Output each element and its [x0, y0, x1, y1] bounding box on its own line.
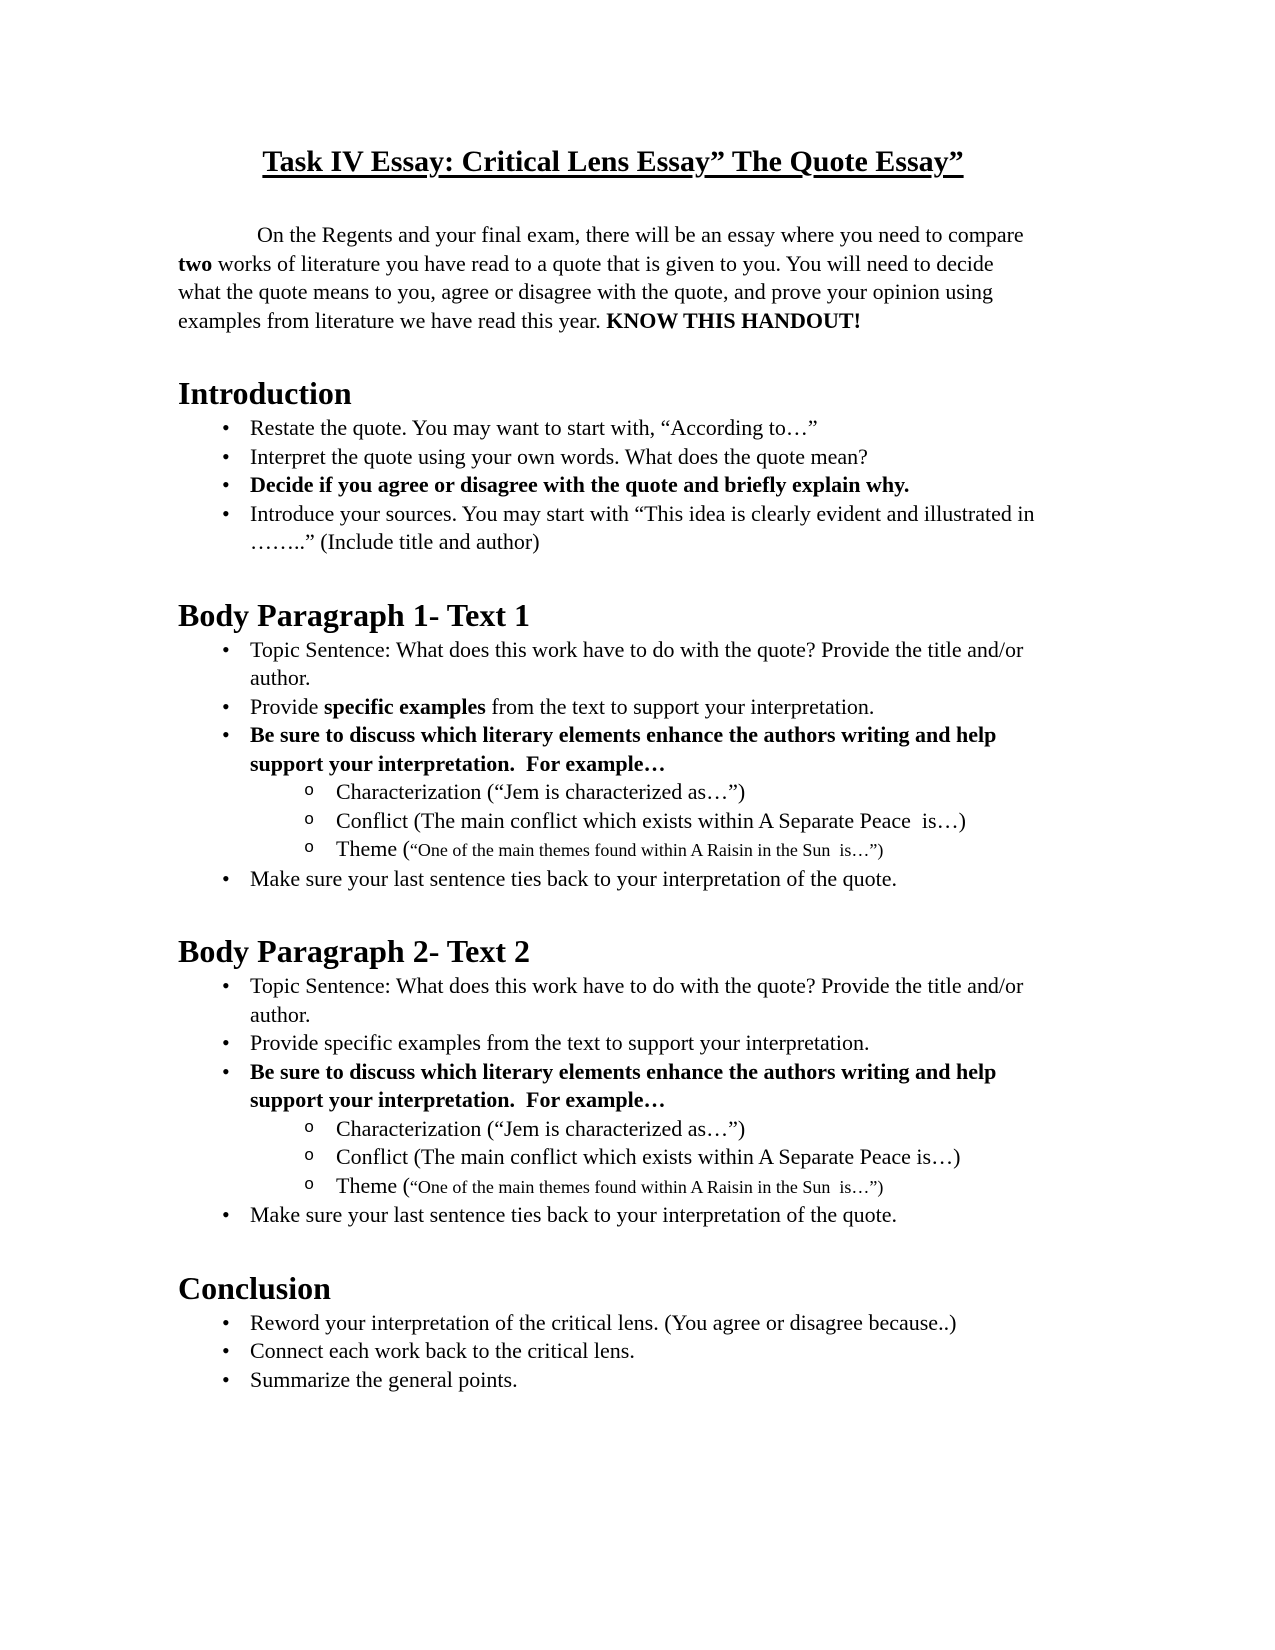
text-run: Reword your interpretation of the critical lens. (You agree or disagree because..) — [250, 1309, 957, 1335]
text-run: Theme ( — [336, 1172, 410, 1198]
sub-bullet-marker-icon: o — [304, 1118, 315, 1138]
section-heading: Conclusion — [178, 1269, 331, 1306]
bullet-item — [178, 693, 1053, 722]
bullet-text — [250, 501, 1040, 555]
bullet-item — [178, 972, 1053, 1029]
text-run: Connect each work back to the critical lens. — [250, 1338, 635, 1363]
bullet-item — [178, 1309, 1053, 1338]
bullet-marker-icon: • — [222, 693, 230, 719]
text-run: Provide specific examples from the text to support your interpretation. — [250, 1030, 870, 1055]
bullet-list — [178, 1309, 1053, 1395]
bullet-list — [178, 636, 1053, 894]
essay-section — [178, 930, 1275, 1230]
bullet-item — [178, 865, 1053, 894]
sub-bullet-marker-icon: o — [304, 782, 315, 801]
text-run: Summarize the general points. — [250, 1366, 518, 1392]
sub-bullet-marker-icon: o — [304, 1147, 315, 1166]
bullet-text — [250, 1059, 1002, 1113]
bullet-text — [250, 866, 897, 891]
sub-bullet-text — [336, 836, 883, 861]
bullet-marker-icon: • — [222, 1309, 230, 1335]
bullet-item — [178, 1029, 1053, 1058]
bullet-text — [250, 1202, 897, 1227]
bold-text-run: specific examples — [323, 693, 486, 719]
bullet-marker-icon: • — [222, 1366, 230, 1392]
bullet-list — [178, 972, 1053, 1230]
text-run: Interpret the quote using your own words. What does the quote mean? — [250, 443, 868, 469]
bold-text-run: two — [178, 250, 213, 276]
bullet-marker-icon: • — [222, 443, 230, 469]
sub-bullet-text — [336, 808, 966, 833]
essay-section — [178, 594, 1275, 894]
text-run: Make sure your last sentence ties back to your interpretation of the quote. — [250, 1202, 897, 1227]
sub-bullet-item — [178, 1172, 1053, 1202]
bullet-marker-icon: • — [222, 415, 230, 440]
text-run: works of literature you have read to a quote that is given to you. You will need to decide what the quote means to you, agree or disagree with the quote, and prove your opinion using examples from literature we have read this year. — [178, 250, 1000, 333]
bullet-marker-icon: • — [222, 1058, 230, 1084]
bullet-text — [250, 415, 818, 440]
sub-bullet-marker-icon: o — [304, 1175, 315, 1195]
section-heading: Body Paragraph 1- Text 1 — [178, 596, 531, 633]
text-run: Characterization (“Jem is characterized as…”) — [336, 1115, 746, 1141]
essay-section — [178, 372, 1275, 557]
sub-bullet-item — [178, 1143, 1053, 1172]
bullet-item — [178, 443, 1053, 472]
sub-bullet-item — [178, 1115, 1053, 1144]
bullet-text — [250, 637, 1029, 691]
bullet-item — [178, 1337, 1053, 1366]
sub-bullet-item — [178, 807, 1053, 836]
document-sections — [178, 372, 1275, 1394]
text-run: Characterization (“Jem is characterized as…”) — [336, 779, 746, 804]
small-text-run: “One of the main themes found within A Raisin in the Sun is…”) — [409, 840, 884, 860]
bold-text-run: KNOW THIS HANDOUT! — [606, 307, 861, 333]
bullet-text — [250, 444, 868, 469]
text-run: Topic Sentence: What does this work have to do with the quote? Provide the title and/or author. — [250, 973, 1029, 1027]
bullet-item — [178, 1058, 1053, 1115]
bullet-marker-icon: • — [222, 1030, 230, 1055]
bullet-marker-icon: • — [222, 973, 230, 998]
bullet-text — [250, 1367, 518, 1392]
sub-bullet-text — [336, 779, 745, 804]
sub-bullet-text — [336, 1144, 960, 1169]
sub-bullet-text — [336, 1173, 883, 1198]
bullet-item — [178, 721, 1053, 778]
bullet-item — [178, 1366, 1053, 1395]
sub-bullet-item — [178, 835, 1053, 865]
bold-text-run: Be sure to discuss which literary elements enhance the authors writing and help support your interpretation. For example… — [250, 1058, 1002, 1112]
sub-bullet-text — [336, 1116, 745, 1141]
text-run: Restate the quote. You may want to start with, “According to…” — [250, 415, 818, 440]
text-run: from the text to support your interpretation. — [485, 693, 875, 719]
bullet-marker-icon: • — [222, 865, 230, 891]
bullet-marker-icon: • — [222, 1202, 230, 1227]
section-heading: Introduction — [178, 375, 352, 411]
text-run: Conflict (The main conflict which exists within A Separate Peace is…) — [336, 807, 966, 833]
bullet-marker-icon: • — [222, 722, 230, 747]
essay-section — [178, 1267, 1275, 1395]
bullet-text — [250, 472, 909, 497]
bullet-marker-icon: • — [222, 500, 230, 526]
bullet-text — [250, 694, 874, 719]
bullet-marker-icon: • — [222, 472, 230, 497]
section-heading: Body Paragraph 2- Text 2 — [178, 933, 531, 969]
bullet-list — [178, 414, 1053, 557]
text-run: Provide — [250, 693, 324, 719]
sub-bullet-marker-icon: o — [304, 810, 315, 830]
document-title: Task IV Essay: Critical Lens Essay” The Quote Essay” — [262, 145, 964, 178]
bullet-item — [178, 500, 1053, 557]
bullet-marker-icon: • — [222, 1338, 230, 1363]
bold-text-run: Decide if you agree or disagree with the quote and briefly explain why. — [250, 472, 910, 497]
bullet-text — [250, 1338, 635, 1363]
bullet-item — [178, 1201, 1053, 1230]
bullet-marker-icon: • — [222, 636, 230, 662]
text-run: Conflict (The main conflict which exists within A Separate Peace is…) — [336, 1144, 961, 1169]
text-run: Theme ( — [336, 836, 410, 861]
text-run: Topic Sentence: What does this work have to do with the quote? Provide the title and/or author. — [250, 636, 1029, 690]
sub-bullet-marker-icon: o — [304, 839, 315, 858]
intro-paragraph — [178, 221, 1033, 335]
bold-text-run: Be sure to discuss which literary elements enhance the authors writing and help support your interpretation. For example… — [250, 722, 1002, 776]
bullet-text — [250, 1310, 956, 1335]
text-run: On the Regents and your final exam, there will be an essay where you need to compare — [257, 222, 1030, 247]
bullet-text — [250, 722, 1002, 776]
sub-bullet-item — [178, 778, 1053, 807]
small-text-run: “One of the main themes found within A Raisin in the Sun is…”) — [409, 1176, 884, 1197]
text-run: Make sure your last sentence ties back to your interpretation of the quote. — [250, 865, 897, 891]
bullet-item — [178, 471, 1053, 500]
text-run: Introduce your sources. You may start with “This idea is clearly evident and illustrated in ……..” (Include title and author) — [250, 500, 1040, 554]
bullet-item — [178, 414, 1053, 443]
bullet-item — [178, 636, 1053, 693]
bullet-text — [250, 973, 1029, 1027]
bullet-text — [250, 1030, 870, 1055]
